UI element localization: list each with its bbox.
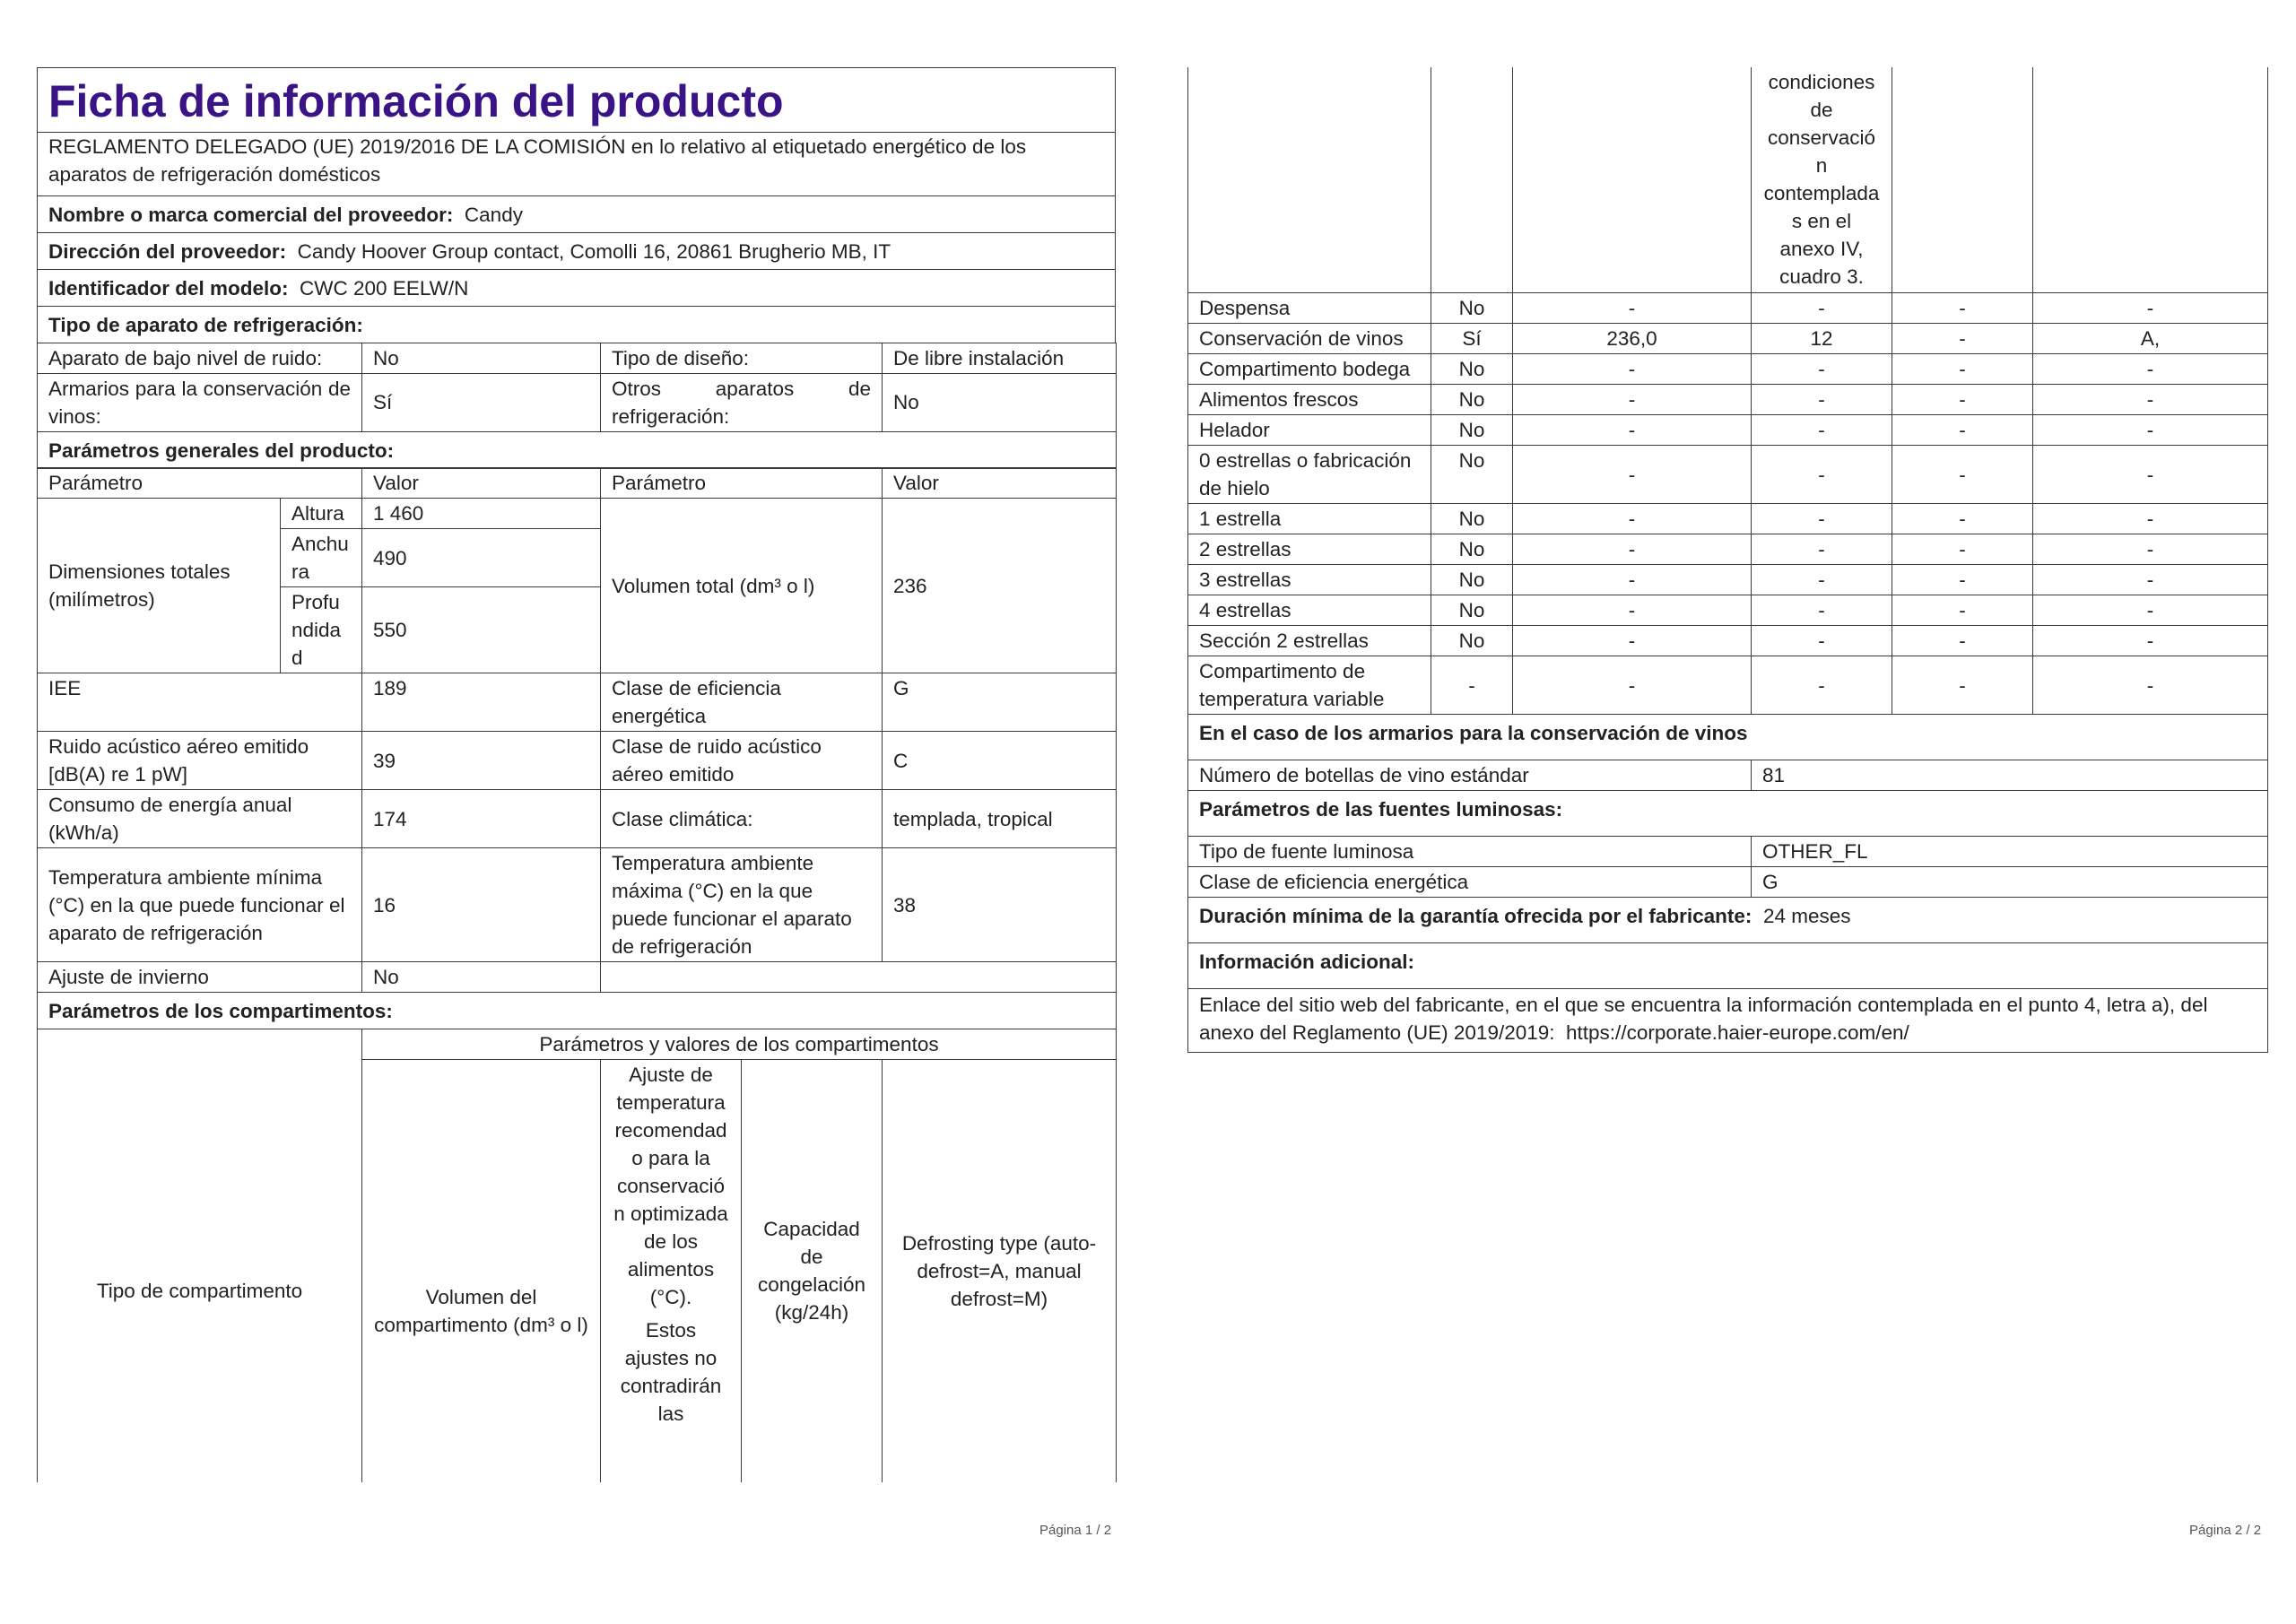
compartment-row <box>1188 565 2268 595</box>
compartment-volume: 236,0 <box>1513 324 1752 354</box>
warranty-row <box>1188 897 2268 942</box>
compartment-temp: - <box>1752 534 1892 565</box>
compartment-type-header: Tipo de compartimento <box>38 1029 362 1482</box>
compartment-row <box>1188 626 2268 656</box>
compartment-row <box>1188 324 2268 354</box>
general-table <box>37 467 1117 1029</box>
compartment-temp: - <box>1752 565 1892 595</box>
compartment-row <box>1188 504 2268 534</box>
compartment-freeze: - <box>1892 504 2033 534</box>
compartment-name: Conservación de vinos <box>1188 324 1431 354</box>
winter-value: No <box>362 962 601 993</box>
warranty-label: Duración mínima de la garantía ofrecida por el fabricante: <box>1199 904 1752 927</box>
compartment-volume: - <box>1513 626 1752 656</box>
compartment-defrost: - <box>2033 565 2268 595</box>
type-value: No <box>883 373 1117 431</box>
compartment-defrost: - <box>2033 385 2268 415</box>
compartment-volume: - <box>1513 504 1752 534</box>
additional-heading: Información adicional: <box>1188 942 2268 988</box>
compartment-temp: - <box>1752 415 1892 446</box>
compartment-freeze: - <box>1892 534 2033 565</box>
compartment-present: No <box>1431 415 1513 446</box>
winter-label: Ajuste de invierno <box>38 962 362 993</box>
compartment-freeze: - <box>1892 324 2033 354</box>
empty-cell <box>601 962 1117 993</box>
temp-header-cont: condiciones de conservación contempladas en el anexo IV, cuadro 3. <box>1752 67 1892 293</box>
general-row <box>38 790 1117 848</box>
temp-header-part2: Estos ajustes no contradirán las <box>620 1318 722 1425</box>
compartment-temp: - <box>1752 293 1892 324</box>
compartment-name: Alimentos frescos <box>1188 385 1431 415</box>
compartment-present: No <box>1431 626 1513 656</box>
compartment-temp: 12 <box>1752 324 1892 354</box>
dim-value: 550 <box>362 587 601 673</box>
dim-label: Anchura <box>281 529 362 587</box>
address-value: Candy Hoover Group contact, Comolli 16, 20861 Brugherio MB, IT <box>297 240 891 263</box>
light-class-row <box>1188 866 2268 897</box>
compartment-freeze: - <box>1892 446 2033 504</box>
empty-cell <box>1513 67 1752 293</box>
compartment-volume: - <box>1513 293 1752 324</box>
compartment-freeze: - <box>1892 415 2033 446</box>
param-value: G <box>883 673 1117 732</box>
compartment-name: 0 estrellas o fabricación de hielo <box>1188 446 1431 504</box>
compartments-header-table <box>37 1029 1117 1482</box>
compartment-present: No <box>1431 385 1513 415</box>
compartment-volume: - <box>1513 415 1752 446</box>
bottles-value: 81 <box>1752 760 2268 790</box>
compartment-volume: - <box>1513 656 1752 715</box>
supplier-label: Nombre o marca comercial del proveedor: <box>48 204 454 226</box>
compartment-present: No <box>1431 293 1513 324</box>
compartment-name: 1 estrella <box>1188 504 1431 534</box>
empty-cell <box>1188 67 1431 293</box>
param-label: Clase de ruido acústico aéreo emitido <box>601 732 883 790</box>
compartment-name: 2 estrellas <box>1188 534 1431 565</box>
compartment-volume: - <box>1513 354 1752 385</box>
compartment-volume: - <box>1513 446 1752 504</box>
warranty-value: 24 meses <box>1762 904 1851 927</box>
compartment-name: Helador <box>1188 415 1431 446</box>
wine-heading: En el caso de los armarios para la conservación de vinos <box>1188 714 2268 760</box>
compartment-name: Sección 2 estrellas <box>1188 626 1431 656</box>
light-heading: Parámetros de las fuentes luminosas: <box>1188 790 2268 836</box>
type-heading: Tipo de aparato de refrigeración: <box>38 307 1116 343</box>
temp-header-part1: Ajuste de temperatura recomendado para la conservación optimizada de los alimentos (°C). <box>613 1063 728 1308</box>
compartments-group-header: Parámetros y valores de los compartimentos <box>362 1029 1117 1059</box>
compartment-row <box>1188 354 2268 385</box>
light-class-value: G <box>1752 866 2268 897</box>
regulation-text: REGLAMENTO DELEGADO (UE) 2019/2016 DE LA COMISIÓN en lo relativo al etiquetado energético de los aparatos de refrigeración domésticos <box>38 133 1116 196</box>
compartments-group-row <box>38 1029 1117 1059</box>
type-label: Armarios para la conservación de vinos: <box>38 373 362 431</box>
compartment-present: No <box>1431 534 1513 565</box>
type-table <box>37 343 1117 469</box>
compartment-freeze: - <box>1892 656 2033 715</box>
param-label: Clase de eficiencia energética <box>601 673 883 732</box>
supplier-row <box>38 196 1116 233</box>
model-label: Identificador del modelo: <box>48 277 289 300</box>
temp-header <box>601 1059 742 1482</box>
param-label: Temperatura ambiente máxima (°C) en la que puede funcionar el aparato de refrigeración <box>601 848 883 962</box>
param-label: IEE <box>38 673 362 732</box>
col-valor: Valor <box>362 468 601 499</box>
compartment-temp: - <box>1752 595 1892 626</box>
winter-row <box>38 962 1117 993</box>
compartment-temp: - <box>1752 656 1892 715</box>
header-table <box>37 67 1116 343</box>
general-row <box>38 673 1117 732</box>
general-row <box>38 848 1117 962</box>
col-parametro: Parámetro <box>38 468 362 499</box>
empty-cell <box>2033 67 2268 293</box>
dims-row <box>38 499 1117 529</box>
compartment-name: 4 estrellas <box>1188 595 1431 626</box>
param-label: Consumo de energía anual (kWh/a) <box>38 790 362 848</box>
dims-label: Dimensiones totales (milímetros) <box>38 499 281 673</box>
param-label: Ruido acústico aéreo emitido [dB(A) re 1 pW] <box>38 732 362 790</box>
compartment-defrost: - <box>2033 293 2268 324</box>
param-value: 39 <box>362 732 601 790</box>
compartment-present: No <box>1431 354 1513 385</box>
type-label: Aparato de bajo nivel de ruido: <box>38 343 362 373</box>
empty-cell <box>1892 67 2033 293</box>
page-number: Página 2 / 2 <box>2189 1523 2262 1538</box>
compartment-name: Despensa <box>1188 293 1431 324</box>
param-value: C <box>883 732 1117 790</box>
dim-value: 1 460 <box>362 499 601 529</box>
volume-header: Volumen del compartimento (dm³ o l) <box>362 1059 601 1482</box>
empty-cell <box>1431 67 1513 293</box>
compartment-row <box>1188 446 2268 504</box>
dim-label: Altura <box>281 499 362 529</box>
supplier-value: Candy <box>464 204 523 226</box>
compartment-volume: - <box>1513 565 1752 595</box>
compartment-present: No <box>1431 565 1513 595</box>
compartment-present: No <box>1431 595 1513 626</box>
compartment-temp: - <box>1752 626 1892 656</box>
additional-info <box>1188 988 2268 1052</box>
compartment-freeze: - <box>1892 354 2033 385</box>
compartment-row <box>1188 595 2268 626</box>
compartment-temp: - <box>1752 446 1892 504</box>
page-2 <box>1187 67 2267 1053</box>
general-row <box>38 732 1117 790</box>
compartment-volume: - <box>1513 595 1752 626</box>
compartment-defrost: - <box>2033 656 2268 715</box>
compartment-defrost: - <box>2033 626 2268 656</box>
type-label: Tipo de diseño: <box>601 343 883 373</box>
document-title: Ficha de información del producto <box>38 68 1116 133</box>
type-value: De libre instalación <box>883 343 1117 373</box>
compartment-name: Compartimento bodega <box>1188 354 1431 385</box>
type-value: No <box>362 343 601 373</box>
model-value: CWC 200 EELW/N <box>300 277 469 300</box>
compartments-table <box>1187 67 2268 715</box>
compartment-present: - <box>1431 656 1513 715</box>
compartment-defrost: - <box>2033 504 2268 534</box>
compartment-defrost: - <box>2033 534 2268 565</box>
compartment-volume: - <box>1513 534 1752 565</box>
compartment-volume: - <box>1513 385 1752 415</box>
compartment-row <box>1188 656 2268 715</box>
compartment-present: No <box>1431 446 1513 504</box>
volume-label: Volumen total (dm³ o l) <box>601 499 883 673</box>
col-valor: Valor <box>883 468 1117 499</box>
light-class-label: Clase de eficiencia energética <box>1188 866 1752 897</box>
dim-value: 490 <box>362 529 601 587</box>
compartment-defrost: - <box>2033 415 2268 446</box>
compartment-temp: - <box>1752 354 1892 385</box>
type-row <box>38 373 1117 431</box>
compartment-present: No <box>1431 504 1513 534</box>
compartment-defrost: A, <box>2033 324 2268 354</box>
additional-text: Enlace del sitio web del fabricante, en el que se encuentra la información contemplada en el punto 4, letra a), del anexo del Reglamento (UE) 2019/2019: <box>1199 993 2208 1044</box>
compartment-present: Sí <box>1431 324 1513 354</box>
compartment-defrost: - <box>2033 595 2268 626</box>
compartment-name: Compartimento de temperatura variable <box>1188 656 1431 715</box>
page-1 <box>37 67 1116 1482</box>
light-type-value: OTHER_FL <box>1752 836 2268 866</box>
compartments-body <box>1188 293 2268 715</box>
compartment-name: 3 estrellas <box>1188 565 1431 595</box>
compartment-freeze: - <box>1892 385 2033 415</box>
param-value: 174 <box>362 790 601 848</box>
param-label: Temperatura ambiente mínima (°C) en la que puede funcionar el aparato de refrigeración <box>38 848 362 962</box>
param-value: 38 <box>883 848 1117 962</box>
compartment-row <box>1188 534 2268 565</box>
compartment-temp: - <box>1752 385 1892 415</box>
address-label: Dirección del proveedor: <box>48 240 287 263</box>
compartments-heading: Parámetros de los compartimentos: <box>38 993 1117 1029</box>
param-value: 189 <box>362 673 601 732</box>
freeze-header: Capacidad de congelación (kg/24h) <box>742 1059 883 1482</box>
wine-table <box>1187 714 2268 1053</box>
compartment-freeze: - <box>1892 626 2033 656</box>
manufacturer-link[interactable]: https://corporate.haier-europe.com/en/ <box>1566 1020 1909 1044</box>
volume-value: 236 <box>883 499 1117 673</box>
compartment-row <box>1188 293 2268 324</box>
dim-label: Profundidad <box>281 587 362 673</box>
bottles-row <box>1188 760 2268 790</box>
compartment-defrost: - <box>2033 446 2268 504</box>
page-number: Página 1 / 2 <box>1039 1523 1112 1538</box>
col-parametro: Parámetro <box>601 468 883 499</box>
compartment-temp: - <box>1752 504 1892 534</box>
defrost-header: Defrosting type (auto-defrost=A, manual defrost=M) <box>883 1059 1117 1482</box>
type-label: Otros aparatos de refrigeración: <box>601 373 883 431</box>
general-header-row <box>38 468 1117 499</box>
type-value: Sí <box>362 373 601 431</box>
address-row <box>38 233 1116 270</box>
param-value: 16 <box>362 848 601 962</box>
compartment-freeze: - <box>1892 595 2033 626</box>
light-type-label: Tipo de fuente luminosa <box>1188 836 1752 866</box>
compartment-row <box>1188 385 2268 415</box>
light-type-row <box>1188 836 2268 866</box>
bottles-label: Número de botellas de vino estándar <box>1188 760 1752 790</box>
compartment-row <box>1188 415 2268 446</box>
general-heading: Parámetros generales del producto: <box>38 431 1117 468</box>
compartment-defrost: - <box>2033 354 2268 385</box>
compartment-freeze: - <box>1892 293 2033 324</box>
compartments-header-cont-row <box>1188 67 2268 293</box>
compartment-freeze: - <box>1892 565 2033 595</box>
param-label: Clase climática: <box>601 790 883 848</box>
type-row <box>38 343 1117 373</box>
param-value: templada, tropical <box>883 790 1117 848</box>
model-row <box>38 270 1116 307</box>
